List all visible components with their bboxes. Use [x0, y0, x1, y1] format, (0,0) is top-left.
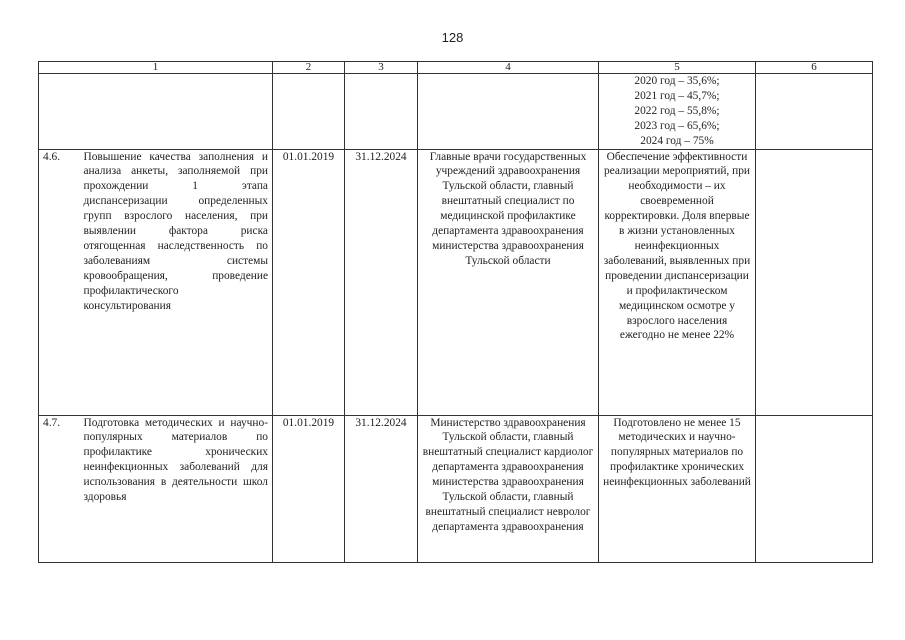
continuation-cell-responsible: [418, 74, 599, 150]
column-header-1: 1: [39, 62, 273, 74]
row-end-date: 31.12.2024: [345, 149, 418, 415]
continuation-cell-start: [273, 74, 345, 150]
row-responsible: Главные врачи государственных учреждений здравоохранения Тульской области, главный внештатный специалист по медицинской профилактике департамента здравоохранения министерства здравоохранения Тульской области: [418, 149, 599, 415]
row-description: Повышение качества заполнения и анализа анкеты, заполняемой при прохождении 1 этапа диспансеризации определенных групп взрослого населения, при выявлении фактора риска отягощенная наследственность по заболеваниям системы кровообращения, проведение профилактического консультирования: [80, 149, 273, 415]
column-header-5: 5: [599, 62, 756, 74]
row-col6: [756, 415, 873, 562]
table-header-row: [39, 62, 873, 74]
row-start-date: 01.01.2019: [273, 149, 345, 415]
row-result: Обеспечение эффективности реализации мероприятий, при необходимости – их своевременной корректировки. Доля впервые в жизни установленных неинфекционных заболеваний, выявленных при проведении диспансеризации и профилактическом медицинском осмотре у взрослого населения ежегодно не менее 22%: [599, 149, 756, 415]
continuation-cell-description: [80, 74, 273, 150]
row-number: 4.6.: [39, 149, 80, 415]
row-responsible: Министерство здравоохранения Тульской области, главный внештатный специалист кардиолог департамента здравоохранения министерства здравоохранения Тульской области, главный внештатный специалист невролог департамента здравоохранения: [418, 415, 599, 562]
row-number: 4.7.: [39, 415, 80, 562]
target-line: 2022 год – 55,8%;: [634, 104, 720, 117]
row-col6: [756, 149, 873, 415]
column-header-3: 3: [345, 62, 418, 74]
table-row: [39, 415, 873, 562]
target-line: 2024 год – 75%: [640, 134, 714, 147]
measures-table: [38, 61, 873, 563]
continuation-cell-col6: [756, 74, 873, 150]
continuation-row: [39, 74, 873, 150]
target-line: 2020 год – 35,6%;: [634, 75, 720, 87]
row-result: Подготовлено не менее 15 методических и научно-популярных материалов по профилактике хронических неинфекционных заболеваний: [599, 415, 756, 562]
target-line: 2023 год – 65,6%;: [634, 119, 720, 132]
row-start-date: 01.01.2019: [273, 415, 345, 562]
page-number: 128: [441, 30, 464, 45]
column-header-4: 4: [418, 62, 599, 74]
row-end-date: 31.12.2024: [345, 415, 418, 562]
column-header-2: 2: [273, 62, 345, 74]
table-row: [39, 149, 873, 415]
target-line: 2021 год – 45,7%;: [634, 89, 720, 102]
row-description: Подготовка методических и научно-популярных материалов по профилактике хронических неинфекционных заболеваний для использования в деятельности школ здоровья: [80, 415, 273, 562]
column-header-6: 6: [756, 62, 873, 74]
continuation-cell-number: [39, 74, 80, 150]
continuation-cell-end: [345, 74, 418, 150]
continuation-cell-result: [599, 74, 756, 150]
